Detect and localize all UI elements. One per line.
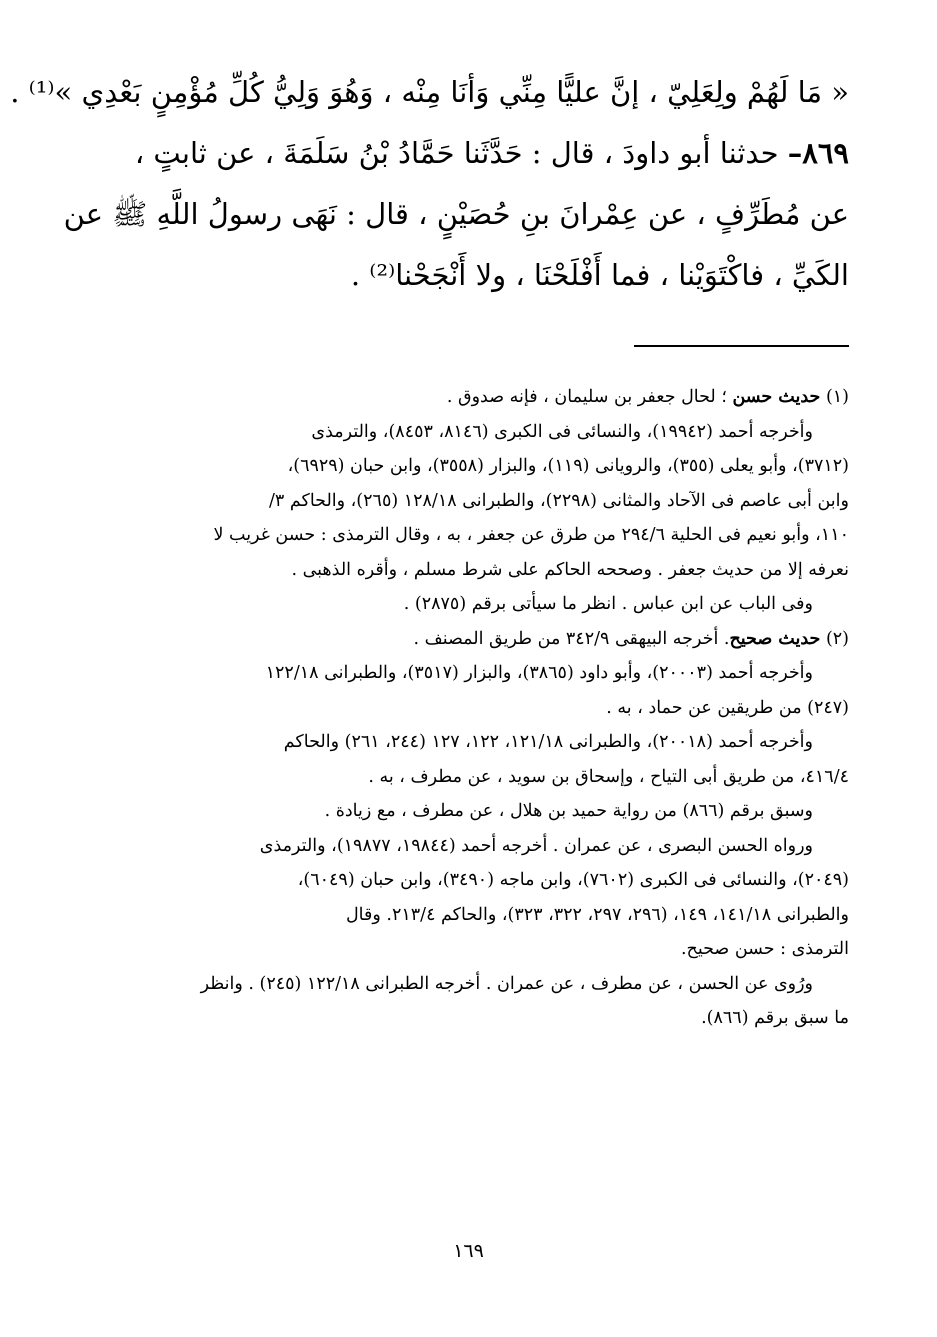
- footnote-line: ما سبق برقم (٨٦٦).: [701, 1008, 849, 1028]
- grading-label: حديث حسن: [732, 387, 821, 407]
- hadith-line: [116, 123, 849, 184]
- footnote-text: . أخرجه البيهقى ٣٤٢/٩ من طريق المصنف .: [413, 628, 730, 649]
- hadith-line: عن مُطَرِّفٍ ، عن عِمْرانَ بنِ حُصَيْنٍ ، قال : نَهَى رسولُ اللَّهِ ﷺ عن: [63, 197, 849, 231]
- grading-label: حديث صحيح: [729, 628, 821, 649]
- footnote-line: وسبق برقم (٨٦٦) من رواية حميد بن هلال ، عن مطرف ، مع زيادة .: [324, 801, 813, 821]
- page-number: ١٦٩: [453, 1240, 484, 1262]
- footnote-line: وفى الباب عن ابن عباس . انظر ما سيأتى برقم (٢٨٧٥) .: [403, 594, 813, 614]
- footnotes-block: [120, 380, 849, 1036]
- footnote-line: ١١٠، وأبو نعيم فى الحلية ٢٩٤/٦ من طرق عن جعفر ، به ، وقال الترمذى : حسن غريب لا: [213, 525, 849, 545]
- hadith-line: الكَيِّ ، فاكْتَوَيْنا ، فما أَفْلَحْنَا ، ولا أَنْجَحْنا⁽²⁾ .: [350, 258, 849, 292]
- footnote-line: الترمذى : حسن صحيح.: [680, 939, 849, 959]
- footnote-line: (٣٧١٢)، وأبو يعلى (٣٥٥)، والرويانى (١١٩)، والبزار (٣٥٥٨)، وابن حبان (٦٩٢٩)،: [287, 456, 849, 476]
- hadith-line-text: حدثنا أبو داودَ ، قال : حَدَّثَنا حَمَّادُ بْنُ سَلَمَةَ ، عن ثابتٍ ،: [134, 136, 788, 170]
- footnote-text: ؛ لحال جعفر بن سليمان ، فإنه صدوق .: [446, 387, 733, 407]
- footnote-1-heading: [120, 380, 849, 415]
- hadith-line: « مَا لَهُمْ ولِعَلِيّ ، إنَّ عليًّا مِنِّي وَأنَا مِنْه ، وَهُوَ وَلِيُّ كُلِّ مُؤْمِنٍ بَعْدِي »⁽¹⁾ .: [10, 75, 849, 109]
- footnote-line: وأخرجه أحمد (١٩٩٤٢)، والنسائى فى الكبرى (٨١٤٦، ٨٤٥٣)، والترمذى: [311, 421, 813, 442]
- footnote-line: وأخرجه أحمد (٢٠٠١٨)، والطبرانى ١٢١/١٨، ١٢٢، ١٢٧ (٢٤٤، ٢٦١) والحاكم: [283, 732, 813, 752]
- footnote-line: (٢٠٤٩)، والنسائى فى الكبرى (٧٦٠٢)، وابن ماجه (٣٤٩٠)، وابن حبان (٦٠٤٩)،: [297, 870, 849, 890]
- footnote-line: وأخرجه أحمد (٢٠٠٠٣)، وأبو داود (٣٨٦٥)، والبزار (٣٥١٧)، والطبرانى ١٢٢/١٨: [265, 663, 813, 683]
- footnote-line: وابن أبى عاصم فى الآحاد والمثانى (٢٢٩٨)، والطبرانى ١٢٨/١٨ (٢٦٥)، والحاكم ٣/: [268, 490, 849, 511]
- footnote-marker: (٢): [825, 628, 849, 649]
- hadith-text-block: [10, 62, 849, 306]
- footnote-marker: (١): [825, 387, 849, 407]
- footnote-line: نعرفه إلا من حديث جعفر . وصححه الحاكم على شرط مسلم ، وأقره الذهبى .: [291, 559, 849, 580]
- footnote-line: ورواه الحسن البصرى ، عن عمران . أخرجه أحمد (١٩٨٤٤، ١٩٨٧٧)، والترمذى: [259, 835, 813, 856]
- footnote-line: (٢٤٧) من طريقين عن حماد ، به .: [606, 697, 849, 718]
- footnote-line: ٤١٦/٤، من طريق أبى التياح ، وإسحاق بن سويد ، عن مطرف ، به .: [368, 766, 849, 787]
- hadith-number: ٨٦٩–: [787, 136, 849, 170]
- footnote-2-heading: [120, 622, 849, 657]
- footnote-divider: [634, 345, 849, 347]
- footnote-line: والطبرانى ١٤١/١٨، ١٤٩، (٢٩٦، ٢٩٧، ٣٢٢، ٣٢٣)، والحاكم ٢١٣/٤. وقال: [345, 904, 849, 925]
- footnote-line: ورُوى عن الحسن ، عن مطرف ، عن عمران . أخرجه الطبرانى ١٢٢/١٨ (٢٤٥) . وانظر: [200, 973, 813, 994]
